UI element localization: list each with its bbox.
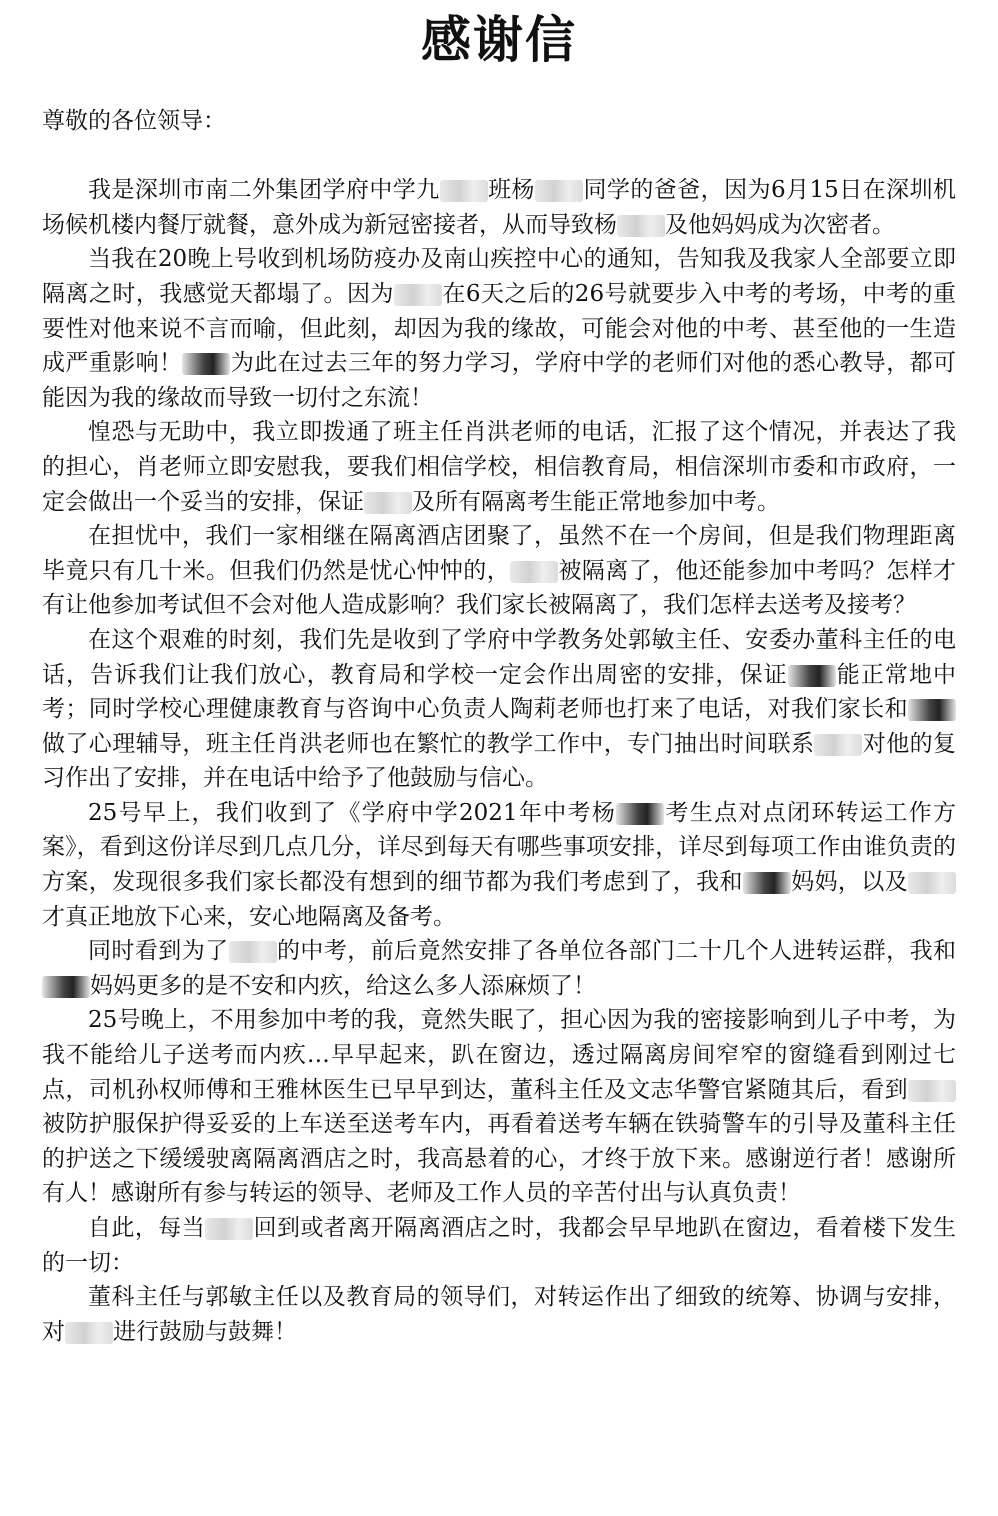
paragraph-text: 妈妈，以及 [790,869,909,896]
paragraph-text: 为此在过去三年的努力学习，学府中学的老师们对他的悉心教导，都可能因为我的缘故而导致一切付之东流！ [42,350,957,411]
paragraph-text: 及所有隔离考生能正常地参加中考。 [412,488,780,515]
paragraph-text: 25号早上，我们收到了《学府中学2021年中考杨 [88,799,617,826]
redacted-name [616,803,664,825]
paragraph-text: 考生点对点闭环转运工作方案》，看到这份详尽到几点几分，详尽到每天有哪些事项安排，详尽到每项工作由谁负责的方案，发现很多我们家长都没有想到的细节都为我们考虑到了，我和 [42,799,956,896]
redacted-name [814,734,862,756]
letter-body [42,104,956,1349]
paragraph [42,623,956,796]
paragraph [42,415,956,519]
paragraph-text: 同时看到为了 [88,938,229,965]
paragraph [42,173,956,242]
redacted-name [908,1080,956,1102]
paragraph-text: 自此，每当 [88,1215,206,1241]
redacted-name [535,180,583,202]
paragraph-text: 的中考，前后竟然安排了各单位各部门二十几个人进转运群，我和 [276,938,957,965]
redacted-name [617,215,665,237]
redacted-name [743,872,791,894]
paragraph-text: 董科主任与郭敏主任以及教育局的领导们，对转运作出了细致的统筹、协调与安排，对 [42,1284,956,1345]
redacted-name [364,492,412,514]
redacted-name [205,1218,253,1240]
paragraph-text: 班杨 [487,177,536,204]
paragraph-text: 在6天之后的26号就要步入中考的考场，中考的重要性对他来说不言而喻，但此刻，却因为我的缘故，可能会对他的中考、甚至他的一生造成严重影响！ [42,280,957,377]
paragraph-text: 在担忧中，我们一家相继在隔离酒店团聚了，虽然不在一个房间，但是我们物理距离毕竟只有几十米。但我们仍然是忧心忡忡的， [42,523,956,584]
paragraph [42,1003,956,1211]
paragraph-text: 能正常地中考；同时学校心理健康教育与咨询中心负责人陶莉老师也打来了电话，对我们家长和 [42,661,957,723]
paragraph-text: 做了心理辅导，班主任肖洪老师也在繁忙的教学工作中，专门抽出时间联系 [42,730,815,757]
redacted-name [908,872,956,894]
paragraph [42,519,956,623]
redacted-name [65,1322,113,1344]
paragraph-text: 同学的爸爸，因为6月15日在深圳机场候机楼内餐厅就餐，意外成为新冠密接者，从而导致杨 [42,177,957,238]
paragraph-text: 25号晚上，不用参加中考的我，竟然失眠了，担心因为我的密接影响到儿子中考，为我不能给儿子送考而内疚…早早起来，趴在窗边，透过隔离房间窄窄的窗缝看到刚过七点，司机孙权师傅和王雅林医生已早早到达，董科主任及文志华警官紧随其后，看到 [42,1007,956,1103]
paragraph-text: 被隔离了，他还能参加中考吗？怎样才有让他参加考试但不会对他人造成影响？我们家长被隔离了，我们怎样去送考及接考？ [42,557,957,619]
paragraph [42,1211,956,1280]
redacted-name [440,180,488,202]
paragraph [42,242,956,415]
paragraph-text: 回到或者离开隔离酒店之时，我都会早早地趴在窗边，看着楼下发生的一切： [42,1215,957,1276]
paragraph-text: 妈妈更多的是不安和内疚，给这么多人添麻烦了！ [90,972,596,999]
redacted-name [42,976,90,998]
redacted-name [229,941,277,963]
paragraph [42,934,956,1003]
redacted-name [908,699,956,721]
paragraph [42,1280,956,1349]
paragraph-text: 及他妈妈成为次密者。 [665,211,895,238]
paragraph-text: 当我在20晚上号收到机场防疫办及南山疾控中心的通知，告知我及我家人全部要立即隔离之时，我感觉天都塌了。因为 [42,246,956,307]
letter-title: 感谢信 [421,11,577,69]
redacted-name [788,665,836,687]
redacted-name [510,561,558,583]
paragraph-text: 对他的复习作出了安排，并在电话中给予了他鼓励与信心。 [42,730,957,792]
redacted-name [394,284,442,306]
salutation: 尊敬的各位领导： [42,108,226,134]
paragraph-text: 被防护服保护得妥妥的上车送至送考车内，再看着送考车辆在铁骑警车的引导及董科主任的护送之下缓缓驶离隔离酒店之时，我高悬着的心，才终于放下来。感谢逆行者！感谢所有人！感谢所有参与转运的领导、老师及工作人员的辛苦付出与认真负责！ [42,1111,956,1207]
paragraph-text: 在这个艰难的时刻，我们先是收到了学府中学教务处郭敏主任、安委办董科主任的电话，告诉我们让我们放心，教育局和学校一定会作出周密的安排，保证 [42,626,956,688]
paragraph-text: 我是深圳市南二外集团学府中学九 [88,177,440,204]
paragraph-text: 进行鼓励与鼓舞！ [113,1318,297,1345]
paragraph [42,796,956,934]
paragraph-text: 惶恐与无助中，我立即拨通了班主任肖洪老师的电话，汇报了这个情况，并表达了我的担心，肖老师立即安慰我，要我们相信学校，相信教育局，相信深圳市委和市政府，一定会做出一个妥当的安排，保证 [42,419,956,515]
paragraph-list [42,173,956,1349]
paragraph-text: 才真正地放下心来，安心地隔离及备考。 [42,903,456,930]
redacted-name [182,353,230,375]
